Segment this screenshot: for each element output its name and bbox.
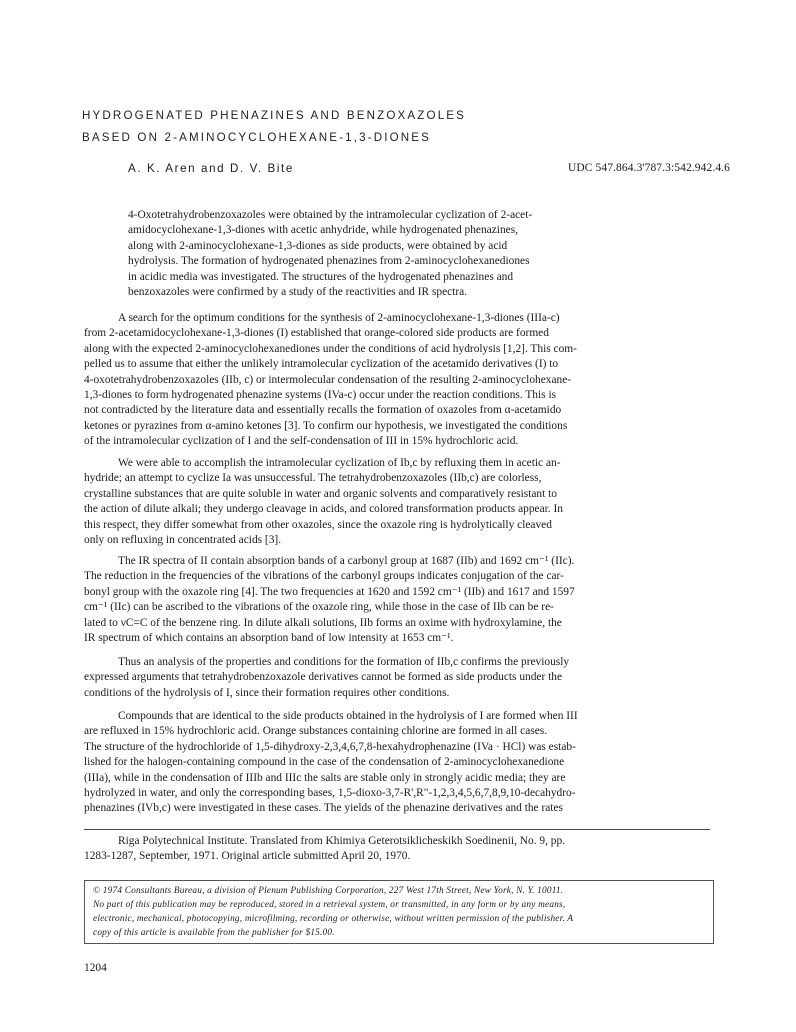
article-title-line-2: BASED ON 2-AMINOCYCLOHEXANE-1,3-DIONES xyxy=(82,131,432,144)
paragraph-line: the action of dilute alkali; they undergo cleavage in acids, and colored transformation products appear. In xyxy=(84,503,563,516)
article-title-line-1: HYDROGENATED PHENAZINES AND BENZOXAZOLES xyxy=(82,109,467,122)
footnote-divider xyxy=(84,829,710,830)
body-paragraph-1 xyxy=(84,311,708,450)
abstract xyxy=(128,208,654,300)
paragraph-line: hydride; an attempt to cyclize Ia was unsuccessful. The tetrahydrobenzoxazoles (IIb,c) are colorless, xyxy=(84,472,542,485)
footnote-line: Riga Polytechnical Institute. Translated from Khimiya Geterotsiklicheskikh Soedinenii, No. 9, pp. xyxy=(118,835,566,847)
paragraph-line: phenazines (IVb,c) were investigated in these cases. The yields of the phenazine derivatives and the rates xyxy=(84,802,563,815)
paragraph-line: of the intramolecular cyclization of I and the self-condensation of III in 15% hydrochloric acid. xyxy=(84,435,519,448)
paragraph-line: bonyl group with the oxazole ring [4]. The two frequencies at 1620 and 1592 cm⁻¹ (IIb) and 1617 and 1597 xyxy=(84,585,575,598)
paragraph-line: We were able to accomplish the intramolecular cyclization of Ib,c by refluxing them in acetic an- xyxy=(118,457,561,469)
copyright-line: electronic, mechanical, photocopying, microfilming, recording or otherwise, without written permission of the publisher. A xyxy=(93,914,574,924)
abstract-line: benzoxazoles were confirmed by a study of the reactivities and IR spectra. xyxy=(128,286,468,299)
paragraph-line: only on refluxing in concentrated acids [3]. xyxy=(84,534,282,547)
abstract-line: in acidic media was investigated. The structures of the hydrogenated phenazines and xyxy=(128,270,514,283)
paragraph-line: lished for the halogen-containing compound in the case of the condensation of 2-aminocyclohexanedione xyxy=(84,756,565,769)
abstract-line: amidocyclohexane-1,3-diones with acetic anhydride, while hydrogenated phenazines, xyxy=(128,224,518,237)
paragraph-line: 4-oxotetrahydrobenzoxazoles (IIb, c) or intermolecular condensation of the resulting 2-aminocyclohexane- xyxy=(84,373,572,386)
paragraph-line: this respect, they differ somewhat from other oxazoles, since the oxazole ring is hydrolytically cleaved xyxy=(84,518,552,531)
paragraph-line: cm⁻¹ (IIc) can be ascribed to the vibrations of the oxazole ring, while those in the case of IIb can be re- xyxy=(84,601,554,614)
paragraph-line: (IIIa), while in the condensation of IIIb and IIIc the salts are stable only in strongly acidic media; they are xyxy=(84,771,566,784)
paragraph-line: IR spectrum of which contains an absorption band of low intensity at 1653 cm⁻¹. xyxy=(84,632,454,645)
copyright-box xyxy=(84,880,714,944)
body-paragraph-5 xyxy=(84,709,708,817)
paragraph-line: Compounds that are identical to the side products obtained in the hydrolysis of I are formed when III xyxy=(118,710,578,722)
copyright-line: No part of this publication may be reproduced, stored in a retrieval system, or transmitted, in any form or by any means, xyxy=(93,900,566,910)
paragraph-line: crystalline substances that are quite soluble in water and organic solvents and comparatively resistant to xyxy=(84,487,557,500)
paragraph-line: ketones or pyrazines from α-amino ketones [3]. To confirm our hypothesis, we investigated the conditions xyxy=(84,419,568,432)
body-paragraph-3 xyxy=(84,554,708,646)
paragraph-line: lated to νC=C of the benzene ring. In dilute alkali solutions, IIb forms an oxime with hydroxylamine, the xyxy=(84,616,562,629)
paragraph-line: A search for the optimum conditions for the synthesis of 2-aminocyclohexane-1,3-diones (IIIa-c) xyxy=(118,312,560,324)
abstract-line: 4-Oxotetrahydrobenzoxazoles were obtained by the intramolecular cyclization of 2-acet- xyxy=(128,209,533,221)
page-number: 1204 xyxy=(84,962,107,974)
paragraph-line: expressed arguments that tetrahydrobenzoxazole derivatives cannot be formed as side products under the xyxy=(84,671,563,684)
paragraph-line: 1,3-diones to form hydrogenated phenazine systems (IVa-c) occur under the reaction conditions. This is xyxy=(84,389,557,402)
copyright-line: copy of this article is available from the publisher for $15.00. xyxy=(93,928,335,938)
paragraph-line: along with the expected 2-aminocyclohexanediones under the conditions of acid hydrolysis [1,2]. This com- xyxy=(84,342,577,355)
abstract-line: hydrolysis. The formation of hydrogenated phenazines from 2-aminocyclohexanediones xyxy=(128,255,530,268)
udc-code: UDC 547.864.3'787.3:542.942.4.6 xyxy=(567,162,730,174)
paragraph-line: are refluxed in 15% hydrochloric acid. Orange substances containing chlorine are formed in all cases. xyxy=(84,725,548,738)
footnote-line: 1283-1287, September, 1971. Original article submitted April 20, 1970. xyxy=(84,850,411,863)
paragraph-line: from 2-acetamidocyclohexane-1,3-diones (I) established that orange-colored side products are formed xyxy=(84,327,549,340)
authors: A. K. Aren and D. V. Bite xyxy=(128,162,294,175)
body-paragraph-2 xyxy=(84,456,708,548)
paragraph-line: hydrolyzed in water, and only the corresponding bases, 1,5-dioxo-3,7-R',R"-1,2,3,4,5,6,7,8,9,10-decahydro- xyxy=(84,787,576,800)
paragraph-line: pelled us to assume that either the unlikely intramolecular cyclization of the acetamido derivatives (I) to xyxy=(84,358,559,371)
body-paragraph-4 xyxy=(84,655,708,701)
paragraph-line: conditions of the hydrolysis of I, since their formation requires other conditions. xyxy=(84,686,450,699)
abstract-line: along with 2-aminocyclohexane-1,3-diones as side products, were obtained by acid xyxy=(128,239,508,252)
affiliation-footnote xyxy=(84,834,714,865)
paragraph-line: The structure of the hydrochloride of 1,5-dihydroxy-2,3,4,6,7,8-hexahydrophenazine (IVa · HCl) was estab- xyxy=(84,740,576,753)
paragraph-line: The IR spectra of II contain absorption bands of a carbonyl group at 1687 (IIb) and 1692 cm⁻¹ (IIc). xyxy=(118,555,575,567)
copyright-line: © 1974 Consultants Bureau, a division of Plenum Publishing Corporation, 227 West 17th Street, New York, N. Y. 10011. xyxy=(93,886,564,896)
paragraph-line: Thus an analysis of the properties and conditions for the formation of IIb,c confirms the previously xyxy=(118,656,570,668)
paragraph-line: not contradicted by the literature data and essentially recalls the formation of oxazoles from α-acetamido xyxy=(84,404,562,417)
paragraph-line: The reduction in the frequencies of the vibrations of the carbonyl groups indicates conjugation of the car- xyxy=(84,570,564,583)
